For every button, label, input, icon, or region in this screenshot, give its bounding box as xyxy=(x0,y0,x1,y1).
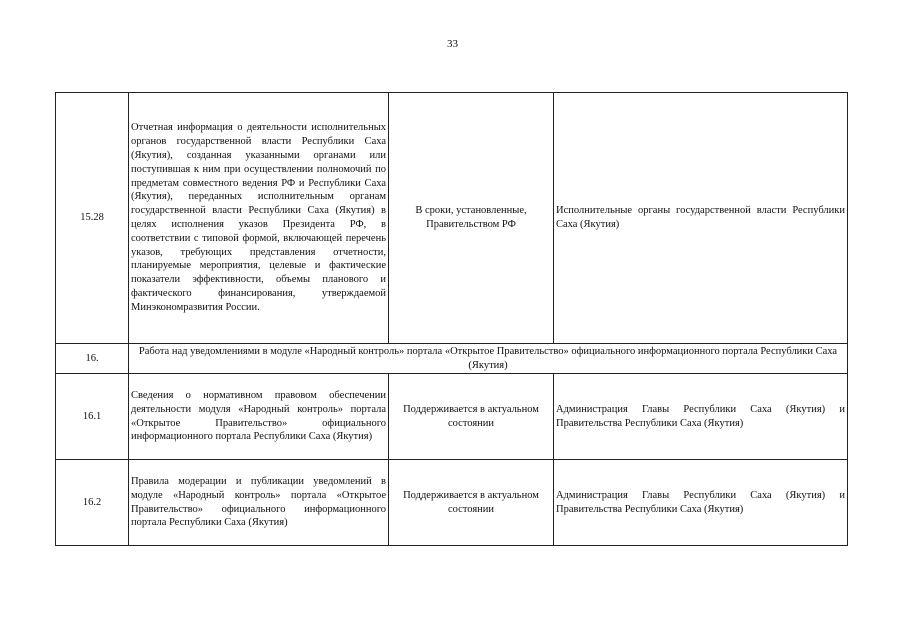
row-responsible: Администрация Главы Республики Саха (Якутия) и Правительства Республики Саха (Якутия) xyxy=(554,460,848,546)
table-row xyxy=(56,460,848,546)
row-term: Поддерживается в актуальном состоянии xyxy=(389,460,554,546)
row-description: Сведения о нормативном правовом обеспечении деятельности модуля «Народный контроль» портала «Открытое Правительство» официального информационного портала Республики Саха (Якутия) xyxy=(129,374,389,460)
row-description: Правила модерации и публикации уведомлений в модуле «Народный контроль» портала «Открытое Правительство» официального информационного портала Республики Саха (Якутия) xyxy=(129,460,389,546)
table-row xyxy=(56,374,848,460)
row-number: 16.2 xyxy=(56,460,129,546)
row-term: В сроки, установленные, Правительством РФ xyxy=(389,93,554,344)
page-number: 33 xyxy=(447,38,458,50)
section-number: 16. xyxy=(56,344,129,374)
row-term: Поддерживается в актуальном состоянии xyxy=(389,374,554,460)
row-responsible: Администрация Главы Республики Саха (Якутия) и Правительства Республики Саха (Якутия) xyxy=(554,374,848,460)
document-table xyxy=(55,92,848,546)
row-number: 15.28 xyxy=(56,93,129,344)
row-description: Отчетная информация о деятельности исполнительных органов государственной власти Республики Саха (Якутия), созданная указанными органами или поступившая к ним при осуществлении полномочий по предметам совместного ведения РФ и Республики Саха (Якутия), переданных исполнительным органам государственной власти Республики Саха (Якутия) в целях исполнения указов Президента РФ, в соответствии с типовой формой, включающей перечень указов, требующих представления отчетности, планируемые мероприятия, целевые и фактические показатели эффективности, объемы планового и фактического финансирования, утверждаемой Минэкономразвития России. xyxy=(129,93,389,344)
row-responsible: Исполнительные органы государственной власти Республики Саха (Якутия) xyxy=(554,93,848,344)
section-row xyxy=(56,344,848,374)
row-number: 16.1 xyxy=(56,374,129,460)
section-title: Работа над уведомлениями в модуле «Народный контроль» портала «Открытое Правительство» официального информационного портала Республики Саха (Якутия) xyxy=(129,344,848,374)
table-row xyxy=(56,93,848,344)
